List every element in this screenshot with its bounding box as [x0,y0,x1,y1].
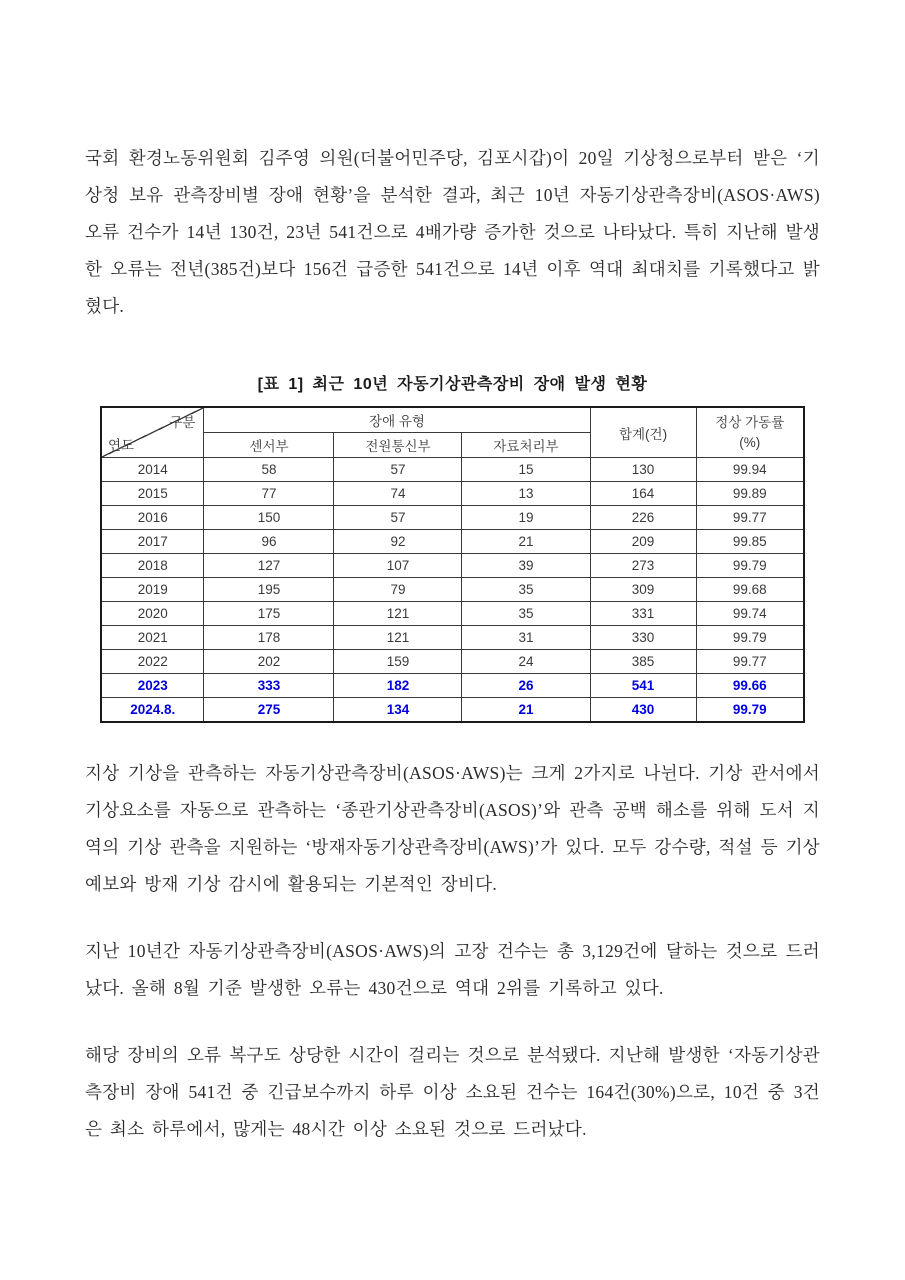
diagonal-label-category: 구분 [169,415,196,430]
header-row-1 [101,407,804,433]
data-processing-cell: 19 [462,506,590,530]
sensor-cell: 178 [204,626,334,650]
power-comm-cell: 79 [334,578,462,602]
sensor-cell: 275 [204,698,334,723]
data-processing-cell: 24 [462,650,590,674]
data-processing-cell: 21 [462,698,590,723]
year-cell: 2020 [101,602,204,626]
year-cell: 2024.8. [101,698,204,723]
year-cell: 2014 [101,458,204,482]
data-processing-cell: 39 [462,554,590,578]
table-row [101,482,804,506]
sensor-cell: 202 [204,650,334,674]
power-comm-cell: 182 [334,674,462,698]
table-row-highlighted [101,698,804,723]
header-fault-type-group: 장애 유형 [204,407,590,433]
total-cell: 309 [590,578,696,602]
rate-cell: 99.94 [696,458,804,482]
rate-cell: 99.79 [696,698,804,723]
table-row [101,506,804,530]
rate-cell: 99.77 [696,506,804,530]
data-processing-cell: 26 [462,674,590,698]
year-cell: 2019 [101,578,204,602]
sensor-cell: 127 [204,554,334,578]
sensor-cell: 96 [204,530,334,554]
rate-cell: 99.66 [696,674,804,698]
sensor-cell: 195 [204,578,334,602]
sensor-cell: 333 [204,674,334,698]
sensor-cell: 77 [204,482,334,506]
power-comm-cell: 134 [334,698,462,723]
total-cell: 541 [590,674,696,698]
total-cell: 164 [590,482,696,506]
diagonal-label-year: 연도 [107,438,135,453]
table-row [101,650,804,674]
sensor-cell: 150 [204,506,334,530]
fault-status-table [100,406,805,723]
year-cell: 2023 [101,674,204,698]
data-processing-cell: 15 [462,458,590,482]
total-cell: 273 [590,554,696,578]
header-data-processing: 자료처리부 [462,433,590,458]
header-normal-rate-line2: (%) [739,434,761,450]
rate-cell: 99.79 [696,554,804,578]
power-comm-cell: 57 [334,506,462,530]
total-cell: 430 [590,698,696,723]
rate-cell: 99.89 [696,482,804,506]
power-comm-cell: 159 [334,650,462,674]
year-cell: 2016 [101,506,204,530]
data-processing-cell: 13 [462,482,590,506]
paragraph-equipment-types: 지상 기상을 관측하는 자동기상관측장비(ASOS·AWS)는 크게 2가지로 나뉜다. 기상 관서에서 기상요소를 자동으로 관측하는 ‘종관기상관측장비(ASOS)’와 관측 공백 해소를 위해 도서 지역의 기상 관측을 지원하는 ‘방재자동기상관측장비(AWS)’가 있다. 모두 강수량, 적설 등 기상예보와 방재 기상 감시에 활용되는 기본적인 장비다. [85,763,820,894]
paragraph-ten-year-total: 지난 10년간 자동기상관측장비(ASOS·AWS)의 고장 건수는 총 3,129건에 달하는 것으로 드러났다. 올해 8월 기준 발생한 오류는 430건으로 역대 2위를 기록하고 있다. [85,941,820,998]
table-row [101,458,804,482]
rate-cell: 99.77 [696,650,804,674]
header-normal-rate [696,407,804,458]
total-cell: 331 [590,602,696,626]
data-processing-cell: 21 [462,530,590,554]
rate-cell: 99.74 [696,602,804,626]
table-row [101,602,804,626]
diagonal-header-cell [101,407,204,458]
header-normal-rate-line1: 정상 가동률 [715,414,785,430]
total-cell: 209 [590,530,696,554]
rate-cell: 99.68 [696,578,804,602]
data-processing-cell: 31 [462,626,590,650]
power-comm-cell: 74 [334,482,462,506]
total-cell: 130 [590,458,696,482]
rate-cell: 99.79 [696,626,804,650]
power-comm-cell: 107 [334,554,462,578]
power-comm-cell: 121 [334,602,462,626]
sensor-cell: 58 [204,458,334,482]
table-row [101,578,804,602]
paragraph-recovery-time: 해당 장비의 오류 복구도 상당한 시간이 걸리는 것으로 분석됐다. 지난해 발생한 ‘자동기상관측장비 장애 541건 중 긴급보수까지 하루 이상 소요된 건수는 164건(30%)으로, 10건 중 3건은 최소 하루에서, 많게는 48시간 이상 소요된 것으로 드러났다. [85,1045,820,1139]
table-title: [표 1] 최근 10년 자동기상관측장비 장애 발생 현황 [257,376,648,393]
data-processing-cell: 35 [462,578,590,602]
year-cell: 2021 [101,626,204,650]
table-row-highlighted [101,674,804,698]
year-cell: 2022 [101,650,204,674]
table-row [101,530,804,554]
total-cell: 385 [590,650,696,674]
year-cell: 2018 [101,554,204,578]
table-row [101,626,804,650]
power-comm-cell: 92 [334,530,462,554]
rate-cell: 99.85 [696,530,804,554]
header-sensor: 센서부 [204,433,334,458]
total-cell: 226 [590,506,696,530]
sensor-cell: 175 [204,602,334,626]
paragraph-intro: 국회 환경노동위원회 김주영 의원(더불어민주당, 김포시갑)이 20일 기상청으로부터 받은 ‘기상청 보유 관측장비별 장애 현황’을 분석한 결과, 최근 10년 자동기상관측장비(ASOS·AWS) 오류 건수가 14년 130건, 23년 541건으로 4배가량 증가한 것으로 나타났다. 특히 지난해 발생한 오류는 전년(385건)보다 156건 급증한 541건으로 14년 이후 역대 최대치를 기록했다고 밝혔다. [85,148,820,316]
power-comm-cell: 57 [334,458,462,482]
total-cell: 330 [590,626,696,650]
year-cell: 2015 [101,482,204,506]
year-cell: 2017 [101,530,204,554]
header-total: 합계(건) [590,407,696,458]
data-processing-cell: 35 [462,602,590,626]
power-comm-cell: 121 [334,626,462,650]
header-power-comm: 전원통신부 [334,433,462,458]
table-row [101,554,804,578]
